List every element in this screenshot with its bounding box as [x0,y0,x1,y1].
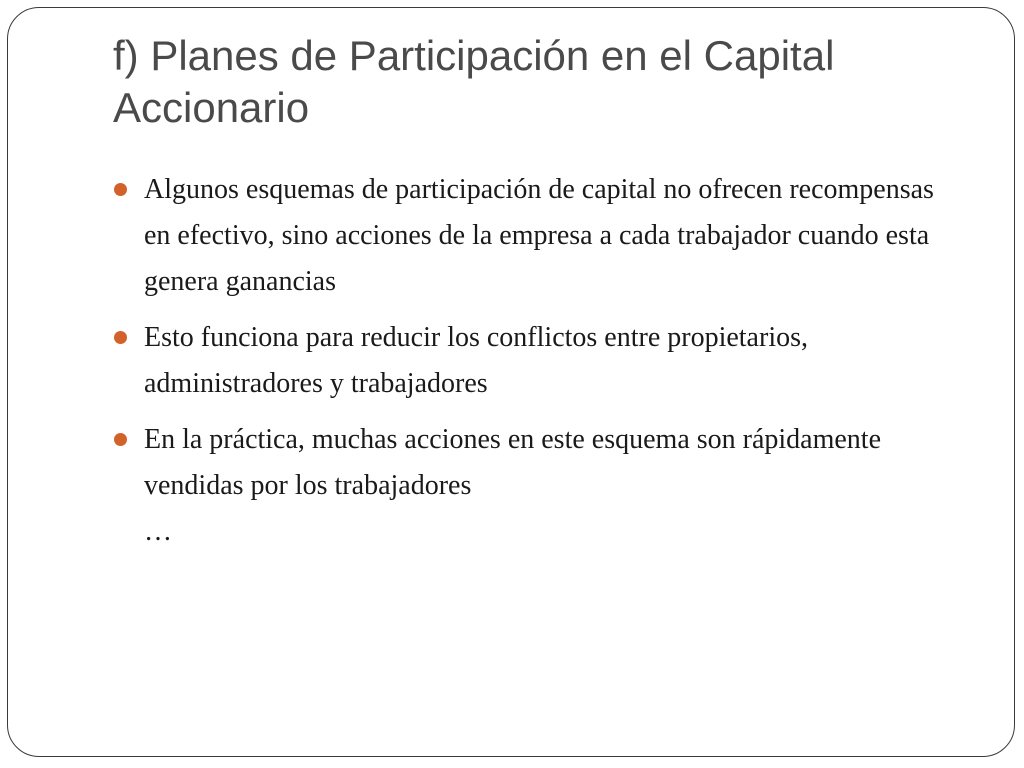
bullet-item-1 [112,167,962,305]
bullet-text: En la práctica, muchas acciones en este esquema son rápidamente vendidas por los trabajadores … [144,424,882,547]
bullet-dot-icon [114,183,127,196]
bullet-text: Esto funciona para reducir los conflictos entre propietarios, administradores y trabajadores [144,322,808,399]
slide-title: f) Planes de Participación en el Capital Accionario [113,32,835,131]
bullet-item-3 [112,417,962,555]
bullet-item-2 [112,315,962,407]
bullet-text: Algunos esquemas de participación de capital no ofrecen recompensas en efectivo, sino acciones de la empresa a cada trabajador cuando esta genera ganancias [144,174,934,297]
bullet-list [112,167,962,565]
bullet-dot-icon [114,331,127,344]
bullet-dot-icon [114,433,127,446]
